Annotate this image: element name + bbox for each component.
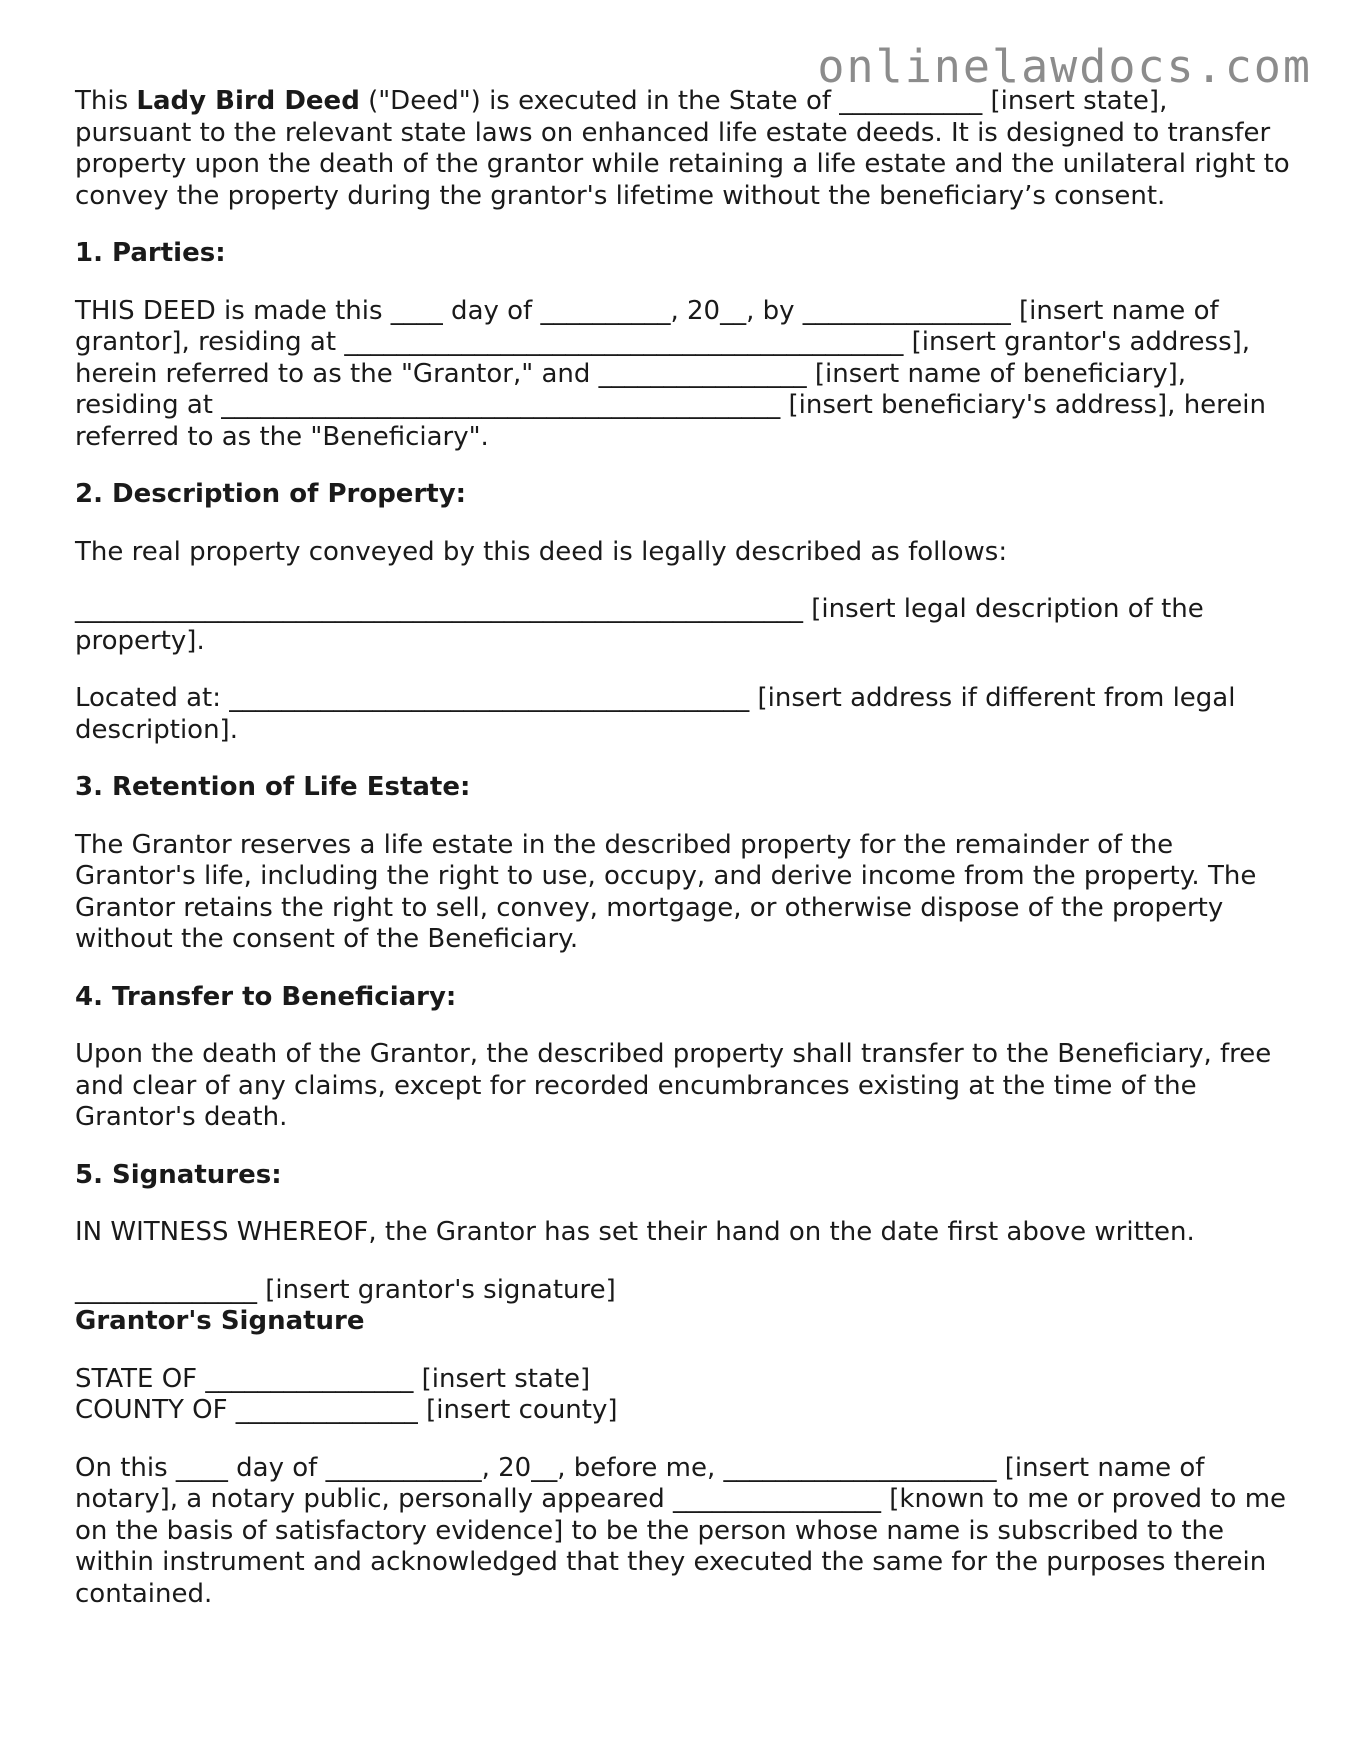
grantor-signature-line: ______________ [insert grantor's signature]: [75, 1274, 616, 1305]
notary-state-line: STATE OF ________________ [insert state]: [75, 1363, 591, 1394]
signatures-heading: 5. Signatures:: [75, 1159, 282, 1190]
deed-document: [75, 86, 1290, 1636]
transfer-heading: 4. Transfer to Beneficiary:: [75, 981, 457, 1012]
property-heading: 2. Description of Property:: [75, 479, 467, 509]
grantor-signature-label: Grantor's Signature: [75, 1306, 365, 1336]
parties-heading: 1. Parties:: [75, 238, 226, 268]
property-location: Located at: ________________________________________ [insert address if different from legal description].: [75, 683, 1236, 745]
parties-paragraph: THIS DEED is made this ____ day of __________, 20__, by ________________ [insert name of grantor], residing at ___________________________________________ [insert grantor's address], herein referred to as the "Grantor," and ________________ [insert name of beneficiary], residing at ___________________________________________ [insert beneficiary's address], herein referred to as the "Beneficiary".: [75, 295, 1266, 452]
intro-paragraph: [75, 86, 1290, 212]
notary-county-line: COUNTY OF ______________ [insert county]: [75, 1395, 618, 1425]
site-watermark: onlinelawdocs.com: [817, 40, 1312, 93]
life-estate-heading: 3. Retention of Life Estate:: [75, 772, 471, 802]
transfer-paragraph: Upon the death of the Grantor, the described property shall transfer to the Beneficiary, free and clear of any claims, except for recorded encumbrances existing at the time of the Grantor's death.: [75, 1039, 1272, 1132]
intro-pre: This: [75, 86, 137, 116]
deed-title: Lady Bird Deed: [136, 86, 360, 116]
property-legal-description: ________________________________________________________ [insert legal description of the property].: [75, 594, 1204, 656]
notary-acknowledgment: On this ____ day of ____________, 20__, before me, _____________________ [insert name of notary], a notary public, personally appeared ________________ [known to me or proved to me on the basis of satisfactory evidence] to be the person whose name is subscribed to the within instrument and acknowledged that they executed the same for the purposes therein contained.: [75, 1452, 1287, 1609]
life-estate-paragraph: The Grantor reserves a life estate in the described property for the remainder of the Grantor's life, including the right to use, occupy, and derive income from the property. The Grantor retains the right to sell, convey, mortgage, or otherwise dispose of the property without the consent of the Beneficiary.: [75, 829, 1257, 954]
witness-paragraph: IN WITNESS WHEREOF, the Grantor has set their hand on the date first above written.: [75, 1217, 1195, 1247]
property-intro: The real property conveyed by this deed is legally described as follows:: [75, 536, 1008, 567]
intro-body: ("Deed") is executed in the State of ___________ [insert state], pursuant to the relevant state laws on enhanced life estate deeds. It is designed to transfer property upon the death of the grantor while retaining a life estate and the unilateral right to convey the property during the grantor's lifetime without the beneficiary’s consent.: [75, 86, 1290, 211]
